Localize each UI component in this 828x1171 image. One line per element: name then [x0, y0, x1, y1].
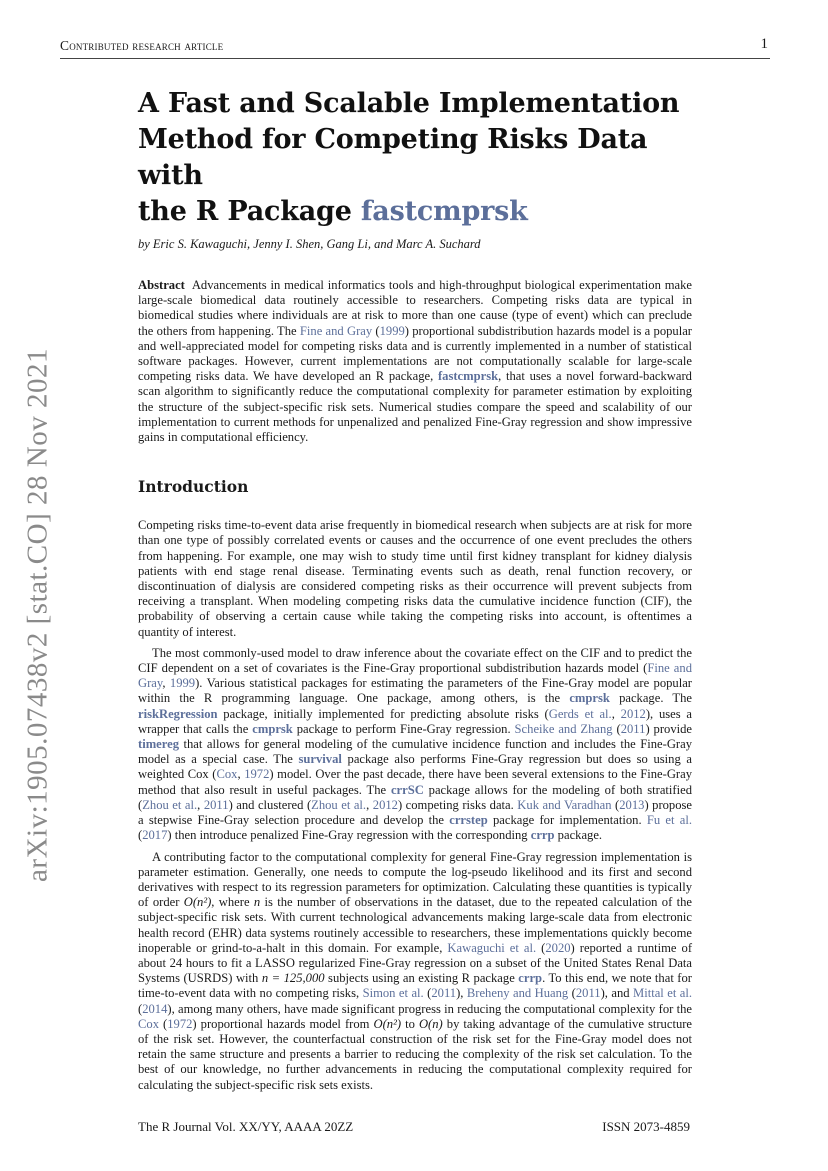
body-text: ,: [237, 767, 245, 782]
title-package-link[interactable]: fastcmprsk: [360, 196, 528, 227]
package-link[interactable]: fastcmprsk: [437, 369, 499, 384]
body-text: ) model. Over the past decade, there have been several extensions to the Fine-Gray method that also result in useful packages. The: [138, 767, 692, 797]
body-text: package also performs Fine-Gray regression but does so using a weighted Cox (: [138, 752, 692, 782]
body-text: subjects using an existing R package: [324, 971, 519, 986]
body-text: (: [568, 986, 576, 1001]
citation-link[interactable]: Simon et al.: [362, 986, 424, 1001]
citation-link[interactable]: Fu et al.: [646, 813, 692, 828]
citation-link[interactable]: 2011: [575, 986, 601, 1001]
package-link[interactable]: cmprsk: [252, 721, 293, 736]
introduction-body: [138, 518, 692, 1093]
package-link[interactable]: crrSC: [390, 782, 424, 797]
citation-link[interactable]: Zhou et al.: [142, 797, 198, 812]
abstract-text: (: [372, 323, 380, 338]
body-text: ),: [456, 986, 467, 1001]
body-text: ), and: [600, 986, 633, 1001]
abstract-text: Advancements in medical informatics tools and high-throughput biological experimentation make large-scale biomedical data routinely accessible to researchers. Competing risks data are typical in biomedical studies where individuals are at risk to more than one cause (type of event) which can preclude the others from happening. The: [138, 278, 692, 338]
paragraph: [138, 646, 692, 844]
math-expression: n: [253, 895, 261, 910]
body-text: ) competing risks data.: [397, 797, 518, 812]
citation-link[interactable]: Kuk and Varadhan: [517, 797, 612, 812]
citation-link[interactable]: 1999: [379, 323, 405, 338]
body-text: ) and clustered (: [228, 797, 312, 812]
arxiv-stamp: [8, 348, 68, 882]
body-text: ,: [366, 797, 373, 812]
body-text: package to perform Fine-Gray regression.: [292, 721, 515, 736]
citation-link[interactable]: Fine and Gray: [299, 323, 373, 338]
running-header: [60, 36, 770, 59]
citation-link[interactable]: Cox: [138, 1016, 159, 1031]
paragraph: [138, 850, 692, 1093]
body-text: ) then introduce penalized Fine-Gray regression with the corresponding: [167, 828, 531, 843]
package-link[interactable]: timereg: [138, 737, 180, 752]
article-content: [138, 86, 692, 1099]
citation-link[interactable]: 1972: [244, 767, 270, 782]
title-line-2: Method for Competing Risks Data with: [138, 124, 648, 191]
package-link[interactable]: riskRegression: [138, 706, 218, 721]
math-expression: n = 125,000: [261, 971, 325, 986]
citation-link[interactable]: Fine and Gray: [138, 661, 692, 691]
citation-link[interactable]: Breheny and Huang: [466, 986, 569, 1001]
citation-link[interactable]: Cox: [216, 767, 238, 782]
body-text: ,: [611, 706, 621, 721]
body-text: (: [611, 797, 620, 812]
citation-link[interactable]: 2011: [431, 986, 457, 1001]
body-text: by taking advantage of the cumulative structure of the risk set. However, the counterfactual construction of the risk set for the Fine-Gray model does not retain the same structure and presents a barrier to reducing the complexity of the risk set calculation. To the best of our knowledge, no further advancements in reducing the computational complexity required for calculating the subject-specific risk sets exists.: [138, 1016, 693, 1092]
citation-link[interactable]: Kawaguchi et al.: [447, 940, 537, 955]
section-heading-introduction: Introduction: [138, 477, 249, 497]
body-text: to: [401, 1016, 419, 1031]
body-text: ). Various statistical packages for estimating the parameters of the Fine-Gray model are popular within the R programming language. One package, among others, is the: [138, 676, 693, 706]
body-text: (: [423, 986, 432, 1001]
abstract-text: , that uses a novel forward-backward scan algorithm to significantly reduce the computational complexity for parameter estimation by exploiting the structure of the subject-specific risk sets. Numerical studies compare the speed and scalability of our implementation to current methods for unpenalized and penalized Fine-Gray regression and show impressive gains in computational efficiency.: [138, 369, 692, 445]
body-text: (: [536, 940, 546, 955]
body-text: ) proportional hazards model from: [192, 1016, 374, 1031]
package-link[interactable]: crrp: [518, 971, 543, 986]
article-title: [138, 86, 692, 230]
citation-link[interactable]: 2014: [142, 1001, 168, 1016]
abstract: [138, 278, 692, 445]
body-text: ) propose a stepwise Fine-Gray selection procedure and develop the: [138, 797, 693, 828]
body-text: ,: [197, 797, 204, 812]
body-text: ,: [162, 676, 170, 691]
paragraph: Competing risks time-to-event data arise frequently in biomedical research when subjects are at risk for more than one type of possibly correlated events or causes and the occurrence of one event precludes the others from happening. For example, one may wish to study time until first kidney transplant for kidney dialysis patients with end stage renal disease. Terminating events such as death, renal function recovery, or discontinuation of dialysis are considered competing risks as their occurrence will prevent subjects from receiving a transplant. When modeling competing risks data the cumulative incidence function (CIF), the probability of observing a certain cause while taking the competing risks into account, is oftentimes a quantity of interest.: [138, 518, 692, 639]
citation-link[interactable]: Scheike and Zhang: [514, 721, 613, 736]
citation-link[interactable]: 1972: [167, 1016, 193, 1031]
body-text: . To this end, we note that for time-to-event data with no competing risks,: [138, 971, 692, 1001]
package-link[interactable]: crrp: [530, 828, 555, 843]
citation-link[interactable]: 1999: [169, 676, 196, 691]
title-line-3: the R Package: [138, 196, 361, 227]
body-text: ), among many others, have made significant progress in reducing the computational complexity for the: [167, 1001, 692, 1016]
citation-link[interactable]: Zhou et al.: [311, 797, 367, 812]
body-text: that allows for general modeling of the cumulative incidence function and includes the Fine-Gray model as a special case. The: [138, 737, 692, 767]
math-expression: O(n): [418, 1016, 443, 1031]
math-expression: O(n²): [183, 895, 212, 910]
citation-link[interactable]: 2013: [619, 797, 645, 812]
abstract-label: Abstract: [138, 278, 185, 292]
body-text: package, initially implemented for predicting absolute risks (: [217, 706, 549, 721]
math-expression: O(n²): [373, 1016, 402, 1031]
issn: ISSN 2073-4859: [602, 1119, 690, 1134]
body-text: , where: [211, 895, 254, 910]
citation-link[interactable]: Gerds et al.: [548, 706, 612, 721]
package-link[interactable]: crrstep: [449, 813, 488, 828]
body-text: ), uses a wrapper that calls the: [138, 706, 692, 736]
body-text: The most commonly-used model to draw inference about the covariate effect on the CIF and to predict the CIF dependent on a set of covariates is the Fine-Gray proportional subdistribution hazards model (: [138, 645, 692, 676]
citation-link[interactable]: 2012: [620, 706, 646, 721]
body-text: A contributing factor to the computational complexity for general Fine-Gray regression implementation is parameter estimation. Generally, one needs to compute the log-pseudo likelihood and its first and second derivatives with respect to its regression parameters for optimization. Calculating these quantities is typically of order: [138, 849, 692, 910]
body-text: package.: [554, 828, 603, 843]
abstract-text: ) proportional subdistribution hazards model is a popular and well-appreciated model for competing risks data and is currently implemented in a number of statistical software packages. However, current implementations are not computationally scalable for large-scale competing risks data. We have developed an R package,: [138, 323, 693, 384]
arxiv-stamp-text: arXiv:1905.07438v2 [stat.CO] 28 Nov 2021: [21, 348, 54, 882]
citation-link[interactable]: 2011: [620, 721, 646, 736]
citation-link[interactable]: 2012: [372, 797, 398, 812]
body-text: (: [612, 721, 621, 736]
body-text: package. The: [609, 691, 692, 706]
citation-link[interactable]: 2020: [545, 940, 571, 955]
journal-citation: The R Journal Vol. XX/YY, AAAA 20ZZ: [138, 1119, 354, 1134]
package-link[interactable]: survival: [298, 752, 342, 767]
body-text: package allows for the modeling of both stratified (: [138, 782, 692, 812]
body-text: (: [138, 1001, 143, 1016]
body-text: (: [159, 1016, 168, 1031]
body-text: ) provide: [645, 721, 693, 736]
body-text: is the number of observations in the dataset, due to the repeated calculation of the subject-specific risk sets. With current technological advancements making large-scale data from electronic health record (EHR) data systems routinely accessible to researchers, these implementations quickly become inoperable or grind-to-a-halt in this domain. For example,: [138, 895, 693, 955]
running-head-text: Contributed research article: [60, 38, 224, 53]
package-link[interactable]: cmprsk: [569, 691, 610, 706]
author-list: by Eric S. Kawaguchi, Jenny I. Shen, Gang Li, and Marc A. Suchard: [138, 237, 481, 251]
citation-link[interactable]: 2017: [142, 828, 168, 843]
body-text: package for implementation.: [487, 813, 647, 828]
body-text: ) reported a runtime of about 24 hours to fit a LASSO regularized Fine-Gray regression on a subset of the United States Renal Data Systems (USRDS) with: [138, 940, 693, 986]
citation-link[interactable]: Mittal et al.: [633, 986, 693, 1001]
citation-link[interactable]: 2011: [203, 797, 229, 812]
body-text: (: [138, 828, 143, 843]
title-line-1: A Fast and Scalable Implementation: [138, 88, 680, 119]
page-number: 1: [760, 36, 768, 52]
